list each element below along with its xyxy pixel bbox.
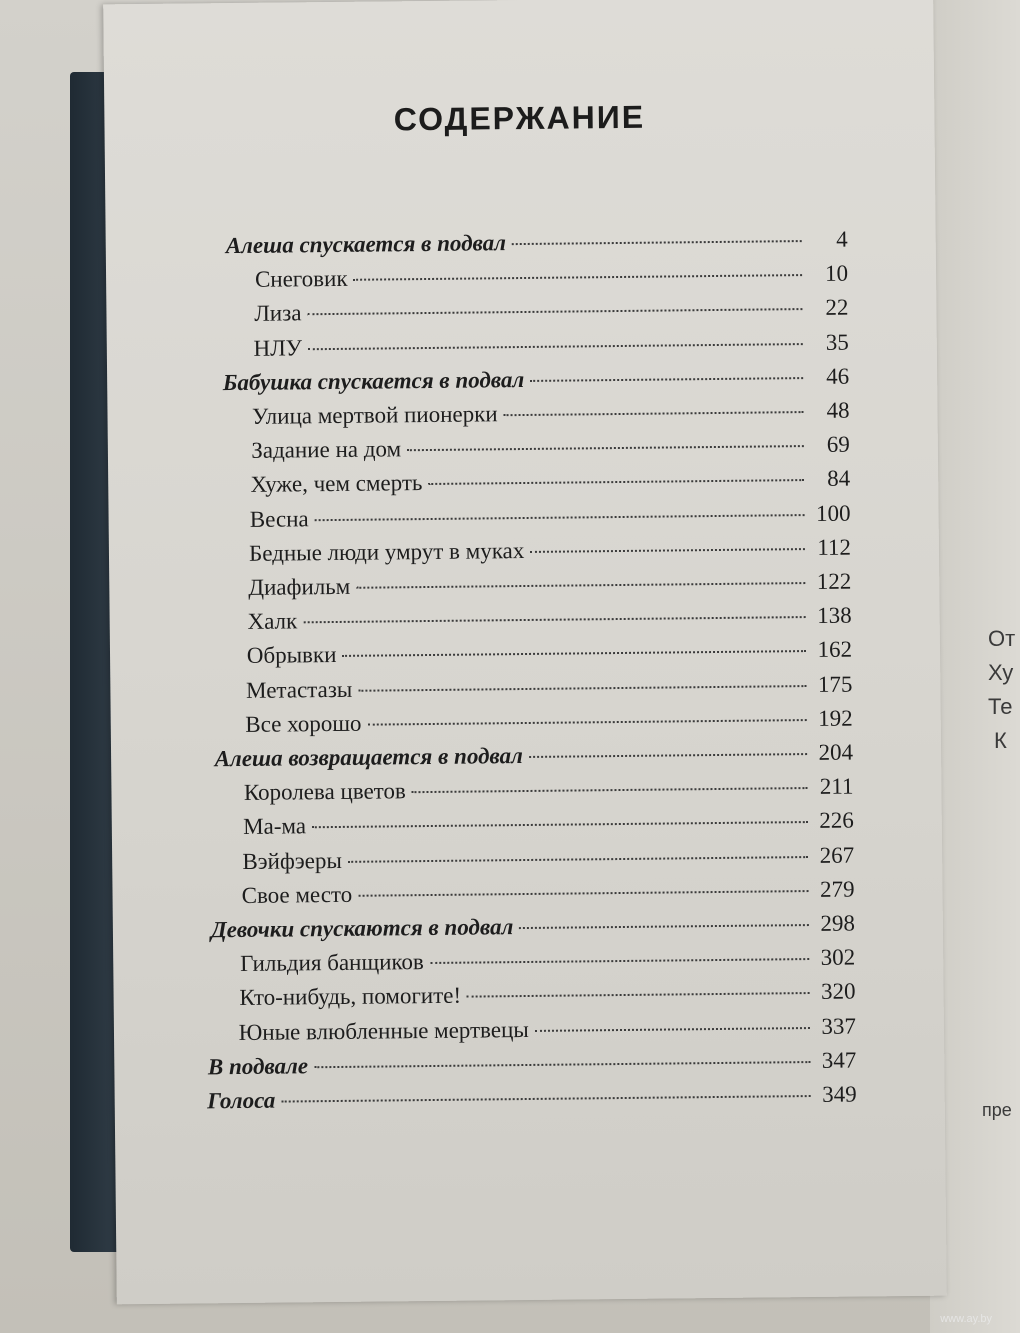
toc-page-number: 122 (816, 568, 852, 594)
dot-leader (307, 308, 802, 315)
toc-entry-title: Свое место (241, 881, 353, 908)
toc-page-number: 22 (825, 294, 849, 321)
toc-entry-title: Улица мертвой пионерки (251, 401, 498, 429)
adjacent-page-fragment: От (988, 626, 1016, 651)
toc-entry-title: Бабушка спускается в подвал (222, 366, 525, 395)
watermark: www.ay.by (940, 1313, 992, 1325)
toc-page-number: 337 (821, 1013, 857, 1039)
dot-leader (407, 445, 804, 451)
dot-leader (430, 958, 809, 964)
dot-leader (356, 582, 805, 589)
toc-entry-title: Кто-нибудь, помогите! (239, 983, 462, 1011)
dot-leader (312, 821, 808, 828)
toc-page-number: 162 (817, 636, 853, 663)
toc-entry-title: Халк (247, 608, 298, 635)
toc-page-number: 279 (819, 876, 855, 902)
dot-leader (354, 274, 803, 281)
toc-page-number: 192 (818, 705, 853, 731)
adjacent-page-fragment: пре (982, 1100, 1012, 1120)
toc-page-number: 138 (817, 602, 852, 629)
dot-leader (428, 479, 804, 485)
page-title: СОДЕРЖАНИЕ (393, 98, 646, 138)
toc-page-number: 46 (826, 363, 850, 389)
toc-page-number: 84 (827, 465, 851, 492)
toc-entry-title: Обрывки (246, 642, 337, 669)
toc-entry-title: Весна (249, 505, 309, 532)
toc-page-number: 112 (817, 534, 852, 560)
toc-page-number: 267 (819, 842, 855, 868)
dot-leader (535, 1027, 810, 1032)
toc-page-number: 48 (826, 397, 850, 423)
toc-page-number: 4 (836, 226, 848, 252)
dot-leader (342, 650, 806, 657)
adjacent-page-fragment: Ху (988, 660, 1014, 685)
dot-leader (519, 924, 809, 929)
toc-entry-title: НЛУ (253, 334, 303, 361)
toc-page-number: 35 (825, 329, 849, 355)
toc-entry-title: Гильдия банщиков (240, 949, 424, 977)
toc-entry-title: Все хорошо (245, 710, 362, 737)
dot-leader (467, 992, 810, 998)
toc-entry-title: Голоса (207, 1087, 276, 1114)
toc-entry-title: Алеша возвращается в подвал (214, 743, 524, 772)
toc-entry-title: Задание на дом (251, 436, 402, 464)
toc-entry-title: Вэйфэеры (242, 847, 342, 874)
toc-entry-title: Снеговик (254, 266, 348, 292)
dot-leader (308, 343, 803, 350)
toc-entry-title: Хуже, чем смерть (250, 470, 423, 498)
dot-leader (529, 753, 807, 758)
toc-page-number: 10 (824, 260, 849, 287)
toc-entry-title: Диафильм (248, 573, 351, 600)
toc-entry-title: Девочки спускаются в подвал (210, 914, 514, 943)
dot-leader (281, 1095, 810, 1103)
dot-leader (348, 856, 808, 863)
dot-leader (504, 411, 804, 416)
dot-leader (358, 890, 808, 897)
toc-entry-title: Бедные люди умрут в муках (248, 537, 525, 566)
toc-page-number: 347 (821, 1047, 857, 1073)
dot-leader (314, 1061, 810, 1068)
dot-leader (367, 719, 806, 726)
book-page (103, 0, 947, 1304)
toc-entry-title: Лиза (254, 300, 302, 327)
toc-entry-title: Ма-ма (243, 813, 307, 840)
toc-page-number: 298 (820, 910, 856, 936)
dot-leader (512, 240, 802, 245)
toc-entry-title: В подвале (207, 1053, 309, 1080)
toc-page-number: 302 (820, 944, 856, 971)
toc-page-number: 100 (815, 500, 851, 526)
adjacent-page-fragment: Те (988, 694, 1013, 719)
toc-page-number: 226 (819, 807, 854, 834)
toc-page-number: 349 (822, 1081, 857, 1107)
dot-leader (303, 616, 805, 623)
toc-page-number: 69 (826, 431, 850, 458)
table-of-contents (106, 226, 866, 1114)
dot-leader (530, 377, 803, 382)
dot-leader (315, 514, 805, 521)
adjacent-page-fragment: К (994, 728, 1007, 753)
toc-entry-title: Королева цветов (243, 778, 406, 806)
dot-leader (530, 548, 805, 553)
toc-entry-title: Алеша спускается в подвал (225, 230, 507, 259)
toc-entry-title: Метастазы (245, 676, 353, 703)
dot-leader (358, 685, 806, 692)
toc-entry-title: Юные влюбленные мертвецы (238, 1016, 529, 1045)
toc-page-number: 320 (820, 978, 856, 1005)
toc-page-number: 204 (818, 739, 854, 765)
toc-part-entry (207, 1082, 857, 1123)
toc-page-number: 211 (819, 773, 854, 800)
toc-page-number: 175 (817, 671, 853, 697)
dot-leader (412, 787, 808, 793)
